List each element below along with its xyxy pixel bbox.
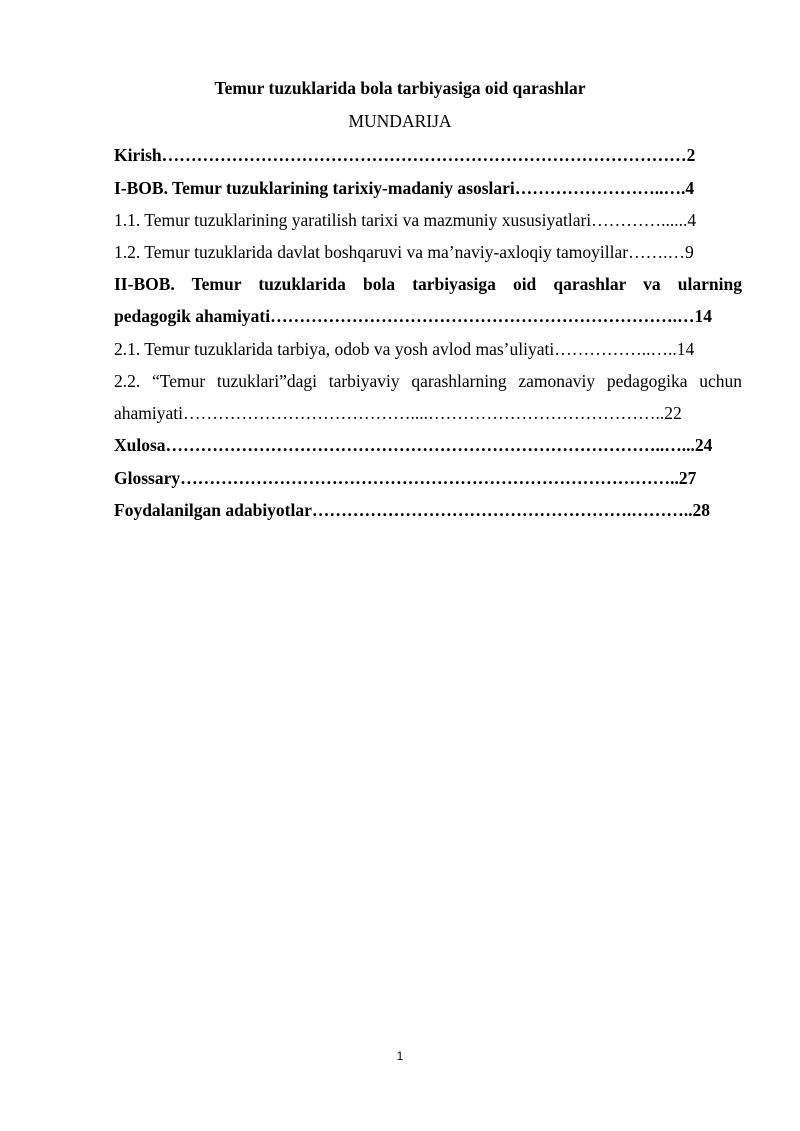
page-number: 1 [396, 1049, 404, 1063]
toc-entry-section-1-2: 1.2. Temur tuzuklarida davlat boshqaruvi va ma’naviy-axloqiy tamoyillar…….…9 [114, 242, 694, 262]
toc-entry-section-2-1: 2.1. Temur tuzuklarida tarbiya, odob va yosh avlod mas’uliyati……………..…..14 [114, 339, 695, 359]
toc-entry-section-2-2-line-2: ahamiyati…………………………………....…………………………………..22 [114, 403, 682, 423]
toc-heading: MUNDARIJA [348, 111, 452, 131]
toc-entry-kirish: Kirish………………………………………………………………………………2 [114, 145, 696, 165]
toc-entry-chapter-2-line-1: II-BOB. Temur tuzuklarida bola tarbiyasiga oid qarashlar va ularning [114, 274, 742, 294]
toc-entry-glossary: Glossary…………………………………………………………………………..27 [114, 468, 697, 488]
toc-entry-adabiyotlar: Foydalanilgan adabiyotlar……………………………………………….………..28 [114, 500, 711, 520]
toc-entry-chapter-2-line-2: pedagogik ahamiyati…………………………………………………………….…14 [114, 306, 712, 326]
toc-entry-chapter-1: I-BOB. Temur tuzuklarining tarixiy-madaniy asoslari……………………..….4 [114, 178, 695, 198]
toc-entry-section-2-2-line-1: 2.2. “Temur tuzuklari”dagi tarbiyaviy qarashlarning zamonaviy pedagogika uchun [114, 371, 742, 391]
toc-entry-xulosa: Xulosa…………………………………………………………………………..…...24 [114, 435, 713, 455]
toc-entry-section-1-1: 1.1. Temur tuzuklarining yaratilish tarixi va mazmuniy xususiyatlari…………......4 [114, 210, 697, 230]
document-title: Temur tuzuklarida bola tarbiyasiga oid qarashlar [214, 78, 586, 98]
